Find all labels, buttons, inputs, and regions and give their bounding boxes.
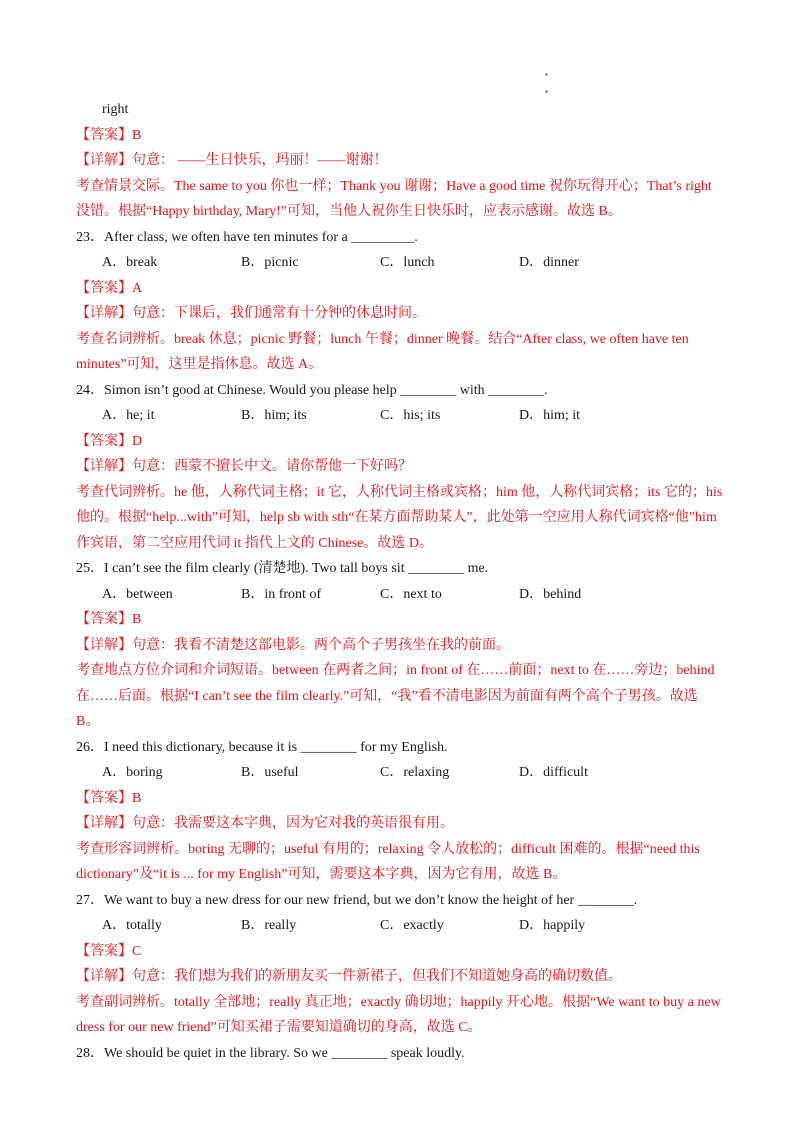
question-number: 27 [76,892,90,908]
question-number: 24 [76,382,90,398]
question-number-sep: ． [90,739,104,755]
question-text: After class, we often have ten minutes for a _________. [104,229,418,245]
question-text: We want to buy a new dress for our new friend, but we don’t know the height of her ________. [104,892,638,908]
answer-value: C [132,943,142,959]
option-d: D．dinner [519,255,579,270]
option-a: A．he; it [102,408,155,423]
detail-line: 考查形容词辨析。boring 无聊的；useful 有用的；relaxing 令人放松的；difficult 困难的。根据“need this [76,841,700,857]
question-number: 23 [76,229,90,245]
option-b: B．him; its [241,408,307,423]
option-d: D．happily [519,918,586,933]
answer-label: 【答案】 [76,127,132,143]
answer-label: 【答案】 [76,433,132,449]
answer-value: B [132,790,142,806]
detail-line [76,964,724,990]
option-c: C．next to [380,586,442,602]
answer-label: 【答案】 [76,790,132,806]
option-c: C．exactly [380,918,444,933]
question-options [76,582,724,608]
answer-line [76,786,724,812]
detail-label: 【详解】 [76,816,132,831]
answer-value: D [132,433,143,449]
detail-line: dictionary”及“it is ... for my English”可知，需要这本字典，因为它有用，故选 B。 [76,867,567,882]
question-number: 28 [76,1045,90,1061]
question-text: We should be quiet in the library. So we ________ speak loudly. [104,1045,465,1061]
detail-label: 【详解】 [76,459,132,474]
question-number-sep: ． [90,1045,104,1061]
detail-line [76,811,724,837]
detail-text: 句意：下课后，我们通常有十分钟的休息时间。 [132,306,426,321]
question-options [76,913,724,939]
detail-line [76,148,724,174]
answer-label: 【答案】 [76,280,132,296]
option-d: D．him; it [519,408,581,423]
detail-label: 【详解】 [76,153,132,168]
question-text: I need this dictionary, because it is ________ for my English. [104,739,448,755]
question-number-sep: ． [90,229,104,245]
answer-line [76,939,724,965]
answer-value: B [132,612,142,627]
answer-line [76,429,724,455]
detail-line: B。 [76,714,100,729]
answer-value: A [132,280,143,296]
detail-line [76,633,724,659]
detail-text: 句意：我需要这本字典，因为它对我的英语很有用。 [132,816,454,831]
question-stem [76,888,724,914]
option-b: B．in front of [241,586,322,602]
question-number-sep: ． [90,892,104,908]
answer-label: 【答案】 [76,943,132,959]
detail-text: 句意：我看不清楚这部电影。两个高个子男孩坐在我的前面。 [132,637,510,653]
detail-line: 没错。根据“Happy birthday, Mary!”可知，当他人祝你生日快乐时，应表示感谢。故选 B。 [76,204,622,219]
detail-line: minutes”可知，这里是指休息。故选 A。 [76,357,323,372]
answer-label: 【答案】 [76,612,132,627]
option-a: A．between [102,586,173,602]
option-a: A．break [102,255,158,270]
detail-line: 考查名词辨析。break 休息；picnic 野餐；lunch 午餐；dinner 晚餐。结合“After class, we often have ten [76,331,689,347]
detail-line [76,454,724,480]
question-text: I can’t see the film clearly (清楚地). Two tall boys sit ________ me. [104,561,489,576]
option-a: A．boring [102,765,163,780]
question-number-sep: ． [90,561,104,576]
question-number: 25 [76,561,90,576]
question-stem [76,225,724,251]
option-d: D．difficult [519,765,588,780]
detail-line: 考查地点方位介词和介词短语。between 在两者之间；in front of 在……前面；next to 在……旁边；behind [76,663,715,678]
detail-label: 【详解】 [76,637,132,653]
option-c: C．lunch [380,255,435,270]
decorative-dot-bottom [545,90,548,93]
answer-line [76,123,724,149]
detail-text: 句意： ——生日快乐，玛丽！——谢谢！ [132,153,388,168]
question-stem [76,378,724,404]
detail-line: 他的。根据“help...with”可知，help sb with sth“在某方面帮助某人”，此处第一空应用人称代词宾格“他”him [76,510,717,525]
detail-line [76,301,724,327]
detail-line: dress for our new friend”可知买裙子需要知道确切的身高，故选 C。 [76,1020,482,1035]
question-stem [76,1041,724,1067]
page-content [76,97,724,1066]
option-a: A．totally [102,918,162,933]
detail-line: 考查情景交际。The same to you 你也一样；Thank you 谢谢；Have a good time 祝你玩得开心；That’s right [76,178,712,194]
option-c: C．his; its [380,408,441,423]
question-options [76,760,724,786]
detail-line: 考查代词辨析。he 他，人称代词主格；it 它，人称代词主格或宾格；him 他，人称代词宾格；its 它的；his [76,484,723,500]
detail-label: 【详解】 [76,969,132,984]
prev-option-fragment: right [102,102,129,117]
question-text: Simon isn’t good at Chinese. Would you please help ________ with ________. [104,382,548,398]
detail-text: 句意：西蒙不擅长中文。请你帮他一下好吗？ [132,459,412,474]
question-stem [76,556,724,582]
option-b: B．useful [241,765,299,780]
answer-line [76,607,724,633]
option-d: D．behind [519,586,582,602]
question-stem [76,735,724,761]
detail-line: 考查副词辨析。totally 全部地；really 真正地；exactly 确切地；happily 开心地。根据“We want to buy a new [76,994,721,1010]
detail-label: 【详解】 [76,306,132,321]
question-number: 26 [76,739,90,755]
decorative-dot-top [545,73,548,76]
question-options [76,403,724,429]
option-b: B．picnic [241,255,299,270]
option-c: C．relaxing [380,765,450,780]
option-b: B．really [241,918,297,933]
question-options [76,250,724,276]
answer-value: B [132,127,142,143]
question-number-sep: ． [90,382,104,398]
detail-text: 句意：我们想为我们的新朋友买一件新裙子，但我们不知道她身高的确切数值。 [132,969,622,984]
answer-line [76,276,724,302]
detail-line: 作宾语，第二空应用代词 it 指代上文的 Chinese。故选 D。 [76,535,433,551]
detail-line: 在……后面。根据“I can’t see the film clearly.”可知，“我”看不清电影因为前面有两个高个子男孩。故选 [76,688,698,704]
